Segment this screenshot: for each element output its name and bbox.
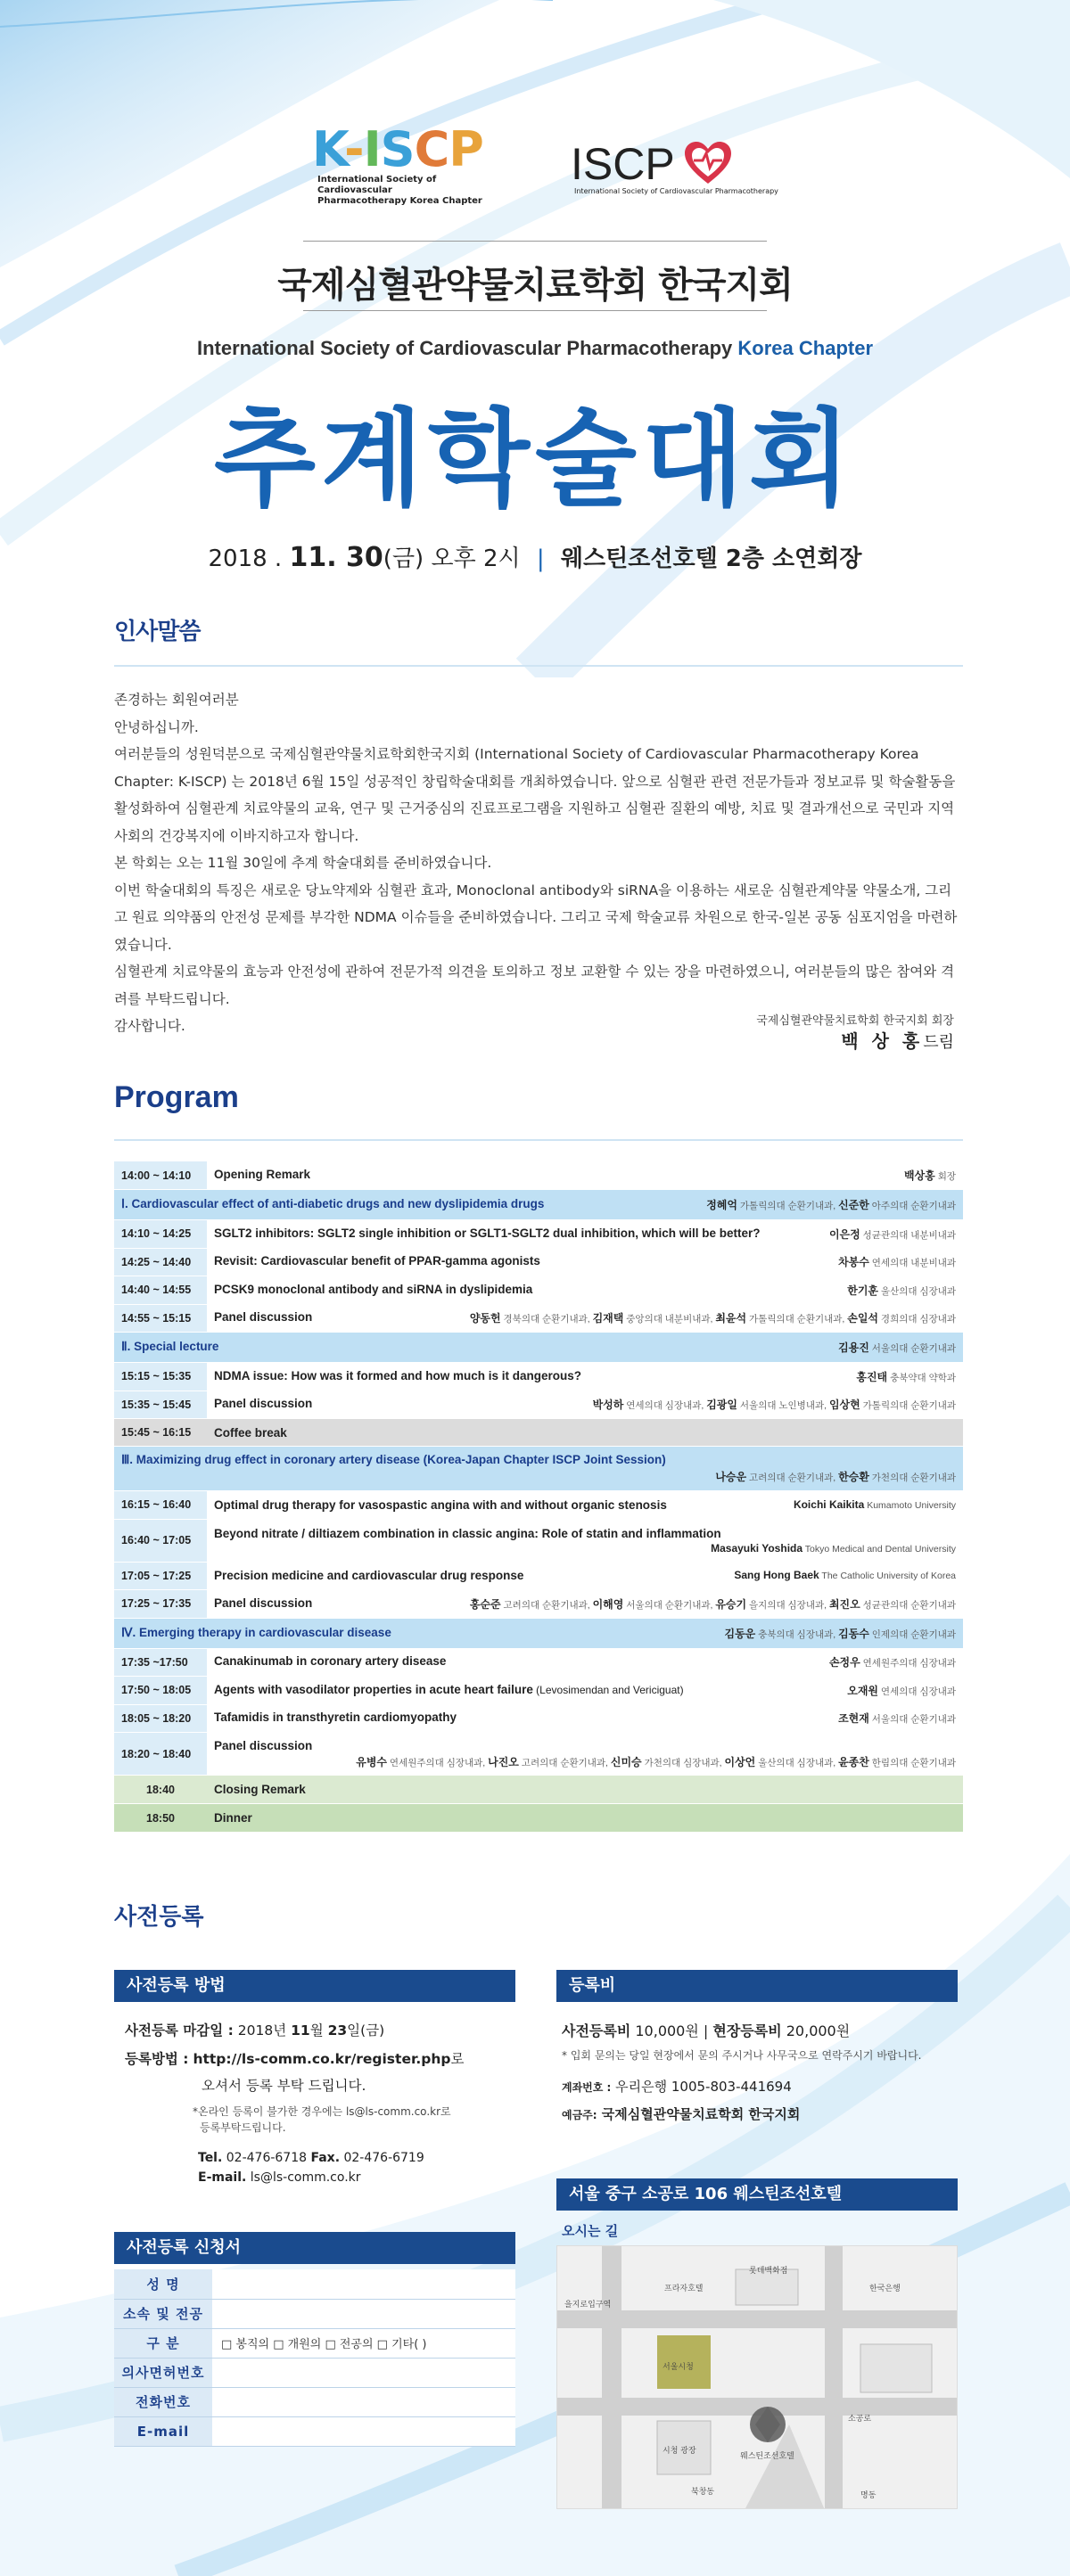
session-title: Ⅳ. Emerging therapy in cardiovascular disease (121, 1625, 391, 1639)
registration-note-2: 등록부탁드립니다. (200, 2121, 286, 2134)
program-time: 14:10 ~ 14:25 (114, 1220, 207, 1249)
session-cell (114, 1618, 963, 1648)
deadline-label: 사전등록 마감일 : (125, 2022, 234, 2039)
map-label: 북창동 (691, 2488, 715, 2497)
greeting-title: 인사말씀 (114, 619, 201, 645)
session-header-row (114, 1447, 963, 1491)
program-item (207, 1161, 963, 1190)
holder-name: 국제심혈관약물치료학회 한국지회 (597, 2106, 801, 2122)
program-item-note: (Levosimendan and Vericiguat) (532, 1683, 684, 1696)
program-row (114, 1248, 963, 1276)
deadline-day: 23 (327, 2022, 348, 2039)
program-speakers (470, 1596, 956, 1612)
deadline-month: 11 (291, 2022, 310, 2039)
map-label: 을지로입구역 (564, 2301, 612, 2309)
map-label: 명동 (860, 2491, 877, 2500)
speaker-name: 조현재 (838, 1712, 869, 1726)
location-box (556, 2178, 958, 2509)
speaker-affiliation: 연세원주의대 심장내과 (860, 1658, 956, 1669)
greeting-paragraph: 안녕하십니까. (114, 718, 199, 735)
program-time: 17:35 ~17:50 (114, 1648, 207, 1677)
heart-icon (683, 141, 733, 187)
greeting-paragraph: 심혈관계 치료약물의 효능과 안전성에 관하여 전문가적 의견을 토의하고 정보 교환할 수 있는 장을 마련하였으니, 여러분들의 많은 참여와 격려를 부탁드립니다. (114, 964, 955, 1007)
speaker-affiliation: 가톨릭의대 순환기내과 (860, 1400, 956, 1412)
session-title: Ⅲ. Maximizing drug effect in coronary artery disease (Korea-Japan Chapter ISCP Joint Session) (121, 1453, 666, 1466)
speaker-affiliation: Kumamoto University (864, 1499, 956, 1511)
contact-info (198, 2148, 505, 2187)
venue: 웨스틴조선호텔 2층 소연회장 (560, 546, 862, 572)
greeting-rule (114, 665, 963, 667)
program-item-title: Panel discussion (214, 1397, 313, 1411)
speaker-name: Sang Hong Baek (734, 1569, 819, 1582)
speaker-name: 홍진태 (856, 1370, 888, 1383)
program-time: 17:50 ~ 18:05 (114, 1677, 207, 1705)
speaker-affiliation: 인제의대 순환기내과 (868, 1628, 956, 1640)
speaker-affiliation: 성균관의대 내분비내과 (860, 1229, 956, 1241)
program-item-title: Tafamidis in transthyretin cardiomyopathy (214, 1710, 457, 1725)
registration-url-link[interactable]: http://ls-comm.co.kr/register.php (193, 2051, 451, 2067)
speaker-affiliation: 아주의대 순환기내과 (868, 1201, 956, 1211)
program-item-title: Dinner (214, 1811, 252, 1825)
program-speakers (856, 1369, 956, 1384)
program-speakers (838, 1710, 956, 1726)
speaker-affiliation: 고려의대 순환기내과, (518, 1757, 611, 1768)
speaker-name: 김동운 (724, 1627, 756, 1640)
method-label: 등록방법 : (125, 2051, 189, 2067)
form-field[interactable] (212, 2269, 515, 2299)
greeting-paragraph: 여러분들의 성원덕분으로 국제심혈관약물치료학회한국지회 (International Society of Cardiovascular Pharmacotherapy Korea Chapter: K-ISCP) 는 2018년 6월 15일 성공적인 창립학술대회를 개최하였습니다. 앞으로 심혈관 관련 전문가들과 정보교류 및 학술활동을 활성화하여 심혈관계 치료약물의 교육, 연구 및 근거중심의 진료프로그램을 지원하고 심혈관 질환의 예방, 치료 및 결과개선으로 국민과 지역사회의 건강복지에 이바지하고자 합니다. (114, 746, 956, 844)
speaker-name: 정혜억 (706, 1199, 737, 1211)
speaker-affiliation: 연세의대 심장내과, (623, 1400, 707, 1412)
speaker-affiliation: 경희의대 심장내과 (878, 1314, 956, 1325)
program-row (114, 1519, 963, 1562)
program-item (207, 1363, 963, 1391)
program-time: 14:00 ~ 14:10 (114, 1161, 207, 1190)
map-label: 롯데백화점 (749, 2267, 788, 2276)
session-chairs (838, 1340, 956, 1355)
program-speakers (214, 1754, 956, 1769)
program-row (114, 1733, 963, 1776)
registration-method (125, 2048, 505, 2095)
map-label: 소공로 (848, 2415, 872, 2424)
onsite-fee-label: 현장등록비 (712, 2022, 782, 2039)
program-item (207, 1419, 963, 1447)
registration-title: 사전등록 (114, 1904, 204, 1931)
session-title: Ⅰ. Cardiovascular effect of anti-diabetic drugs and new dyslipidemia drugs (121, 1197, 545, 1210)
form-label: E-mail (114, 2416, 212, 2446)
fee-note: * 입회 문의는 당일 현장에서 문의 주시거나 사무국으로 연락주시기 바랍니다. (562, 2049, 922, 2062)
program-row (114, 1590, 963, 1619)
program-row (114, 1677, 963, 1705)
program-row (114, 1419, 963, 1447)
form-header: 사전등록 신청서 (114, 2232, 515, 2264)
program-item (207, 1776, 963, 1804)
fee-amounts (562, 2020, 952, 2040)
greeting-paragraph: 감사합니다. (114, 1018, 185, 1034)
speaker-name: 임상현 (828, 1399, 860, 1412)
deadline-day-unit: 일(금) (347, 2022, 385, 2039)
session-cell (114, 1447, 963, 1491)
program-time: 15:45 ~ 16:15 (114, 1419, 207, 1447)
program-item (207, 1804, 963, 1833)
map-label: 프라자호텔 (664, 2285, 704, 2293)
program-rule (114, 1139, 963, 1141)
program-speakers (829, 1226, 956, 1242)
speaker-name: 이해영 (592, 1597, 624, 1611)
program-row (114, 1562, 963, 1590)
fax-label: Fax. (310, 2151, 341, 2165)
program-item (207, 1220, 963, 1249)
registration-note-1: *온라인 등록이 불가한 경우에는 ls@ls-comm.co.kr로 (193, 2105, 451, 2118)
speaker-affiliation: 연세의대 심장내과 (878, 1686, 956, 1697)
speaker-affiliation: 중앙의대 내분비내과, (623, 1314, 716, 1325)
k-iscp-logo (312, 121, 490, 207)
program-item (207, 1562, 963, 1590)
account-number: 우리은행 1005-803-441694 (611, 2079, 792, 2095)
deadline-month-unit: 월 (309, 2022, 328, 2039)
location-map[interactable] (556, 2245, 958, 2509)
form-row (114, 2358, 515, 2387)
program-time: 14:40 ~ 14:55 (114, 1276, 207, 1305)
registration-deadline (125, 2020, 505, 2039)
speaker-affiliation: 서울의대 순환기내과 (868, 1714, 956, 1726)
email-label: E-mail. (198, 2170, 247, 2185)
speaker-affiliation: 경북의대 순환기내과, (500, 1314, 593, 1325)
tel-label: Tel. (198, 2151, 223, 2165)
event-main-title: 추계학술대회 (214, 398, 856, 521)
signature-suffix: 드림 (923, 1033, 954, 1052)
speaker-name: 김동수 (838, 1627, 869, 1640)
date-separator: | (536, 546, 545, 572)
speaker-affiliation: 고려의대 순환기내과, (746, 1473, 839, 1483)
account-label: 계좌번호 : (562, 2081, 612, 2094)
date-rest: (금) 오후 2시 (383, 546, 521, 572)
speaker-name: 유병수 (356, 1755, 388, 1768)
speaker-name: 신준한 (838, 1199, 869, 1211)
registration-form (114, 2232, 515, 2447)
program-speakers (214, 1542, 956, 1555)
signature-organization: 국제심혈관약물치료학회 한국지회 회장 (756, 1014, 954, 1028)
iscp-logo-sub: International Society of Cardiovascular Pharmacotherapy (574, 187, 778, 195)
speaker-affiliation: 서울의대 노인병내과, (737, 1400, 829, 1412)
speaker-affiliation: 충북의대 심장내과, (755, 1628, 839, 1640)
program-item (207, 1491, 963, 1520)
form-field[interactable]: □ 봉직의 □ 개원의 □ 전공의 □ 기타( ) (212, 2328, 515, 2358)
program-item-title: Optimal drug therapy for vasospastic angina with and without organic stenosis (214, 1497, 667, 1512)
form-field[interactable] (212, 2299, 515, 2328)
program-time: 18:05 ~ 18:20 (114, 1704, 207, 1733)
program-row (114, 1804, 963, 1833)
program-item (207, 1704, 963, 1733)
program-row (114, 1220, 963, 1249)
program-title: Program (114, 1080, 239, 1114)
session-chairs (724, 1626, 956, 1641)
program-row (114, 1363, 963, 1391)
program-time: 17:25 ~ 17:35 (114, 1590, 207, 1619)
program-item-title: Beyond nitrate / diltiazem combination in classic angina: Role of statin and inflammation (214, 1526, 721, 1540)
program-item (207, 1590, 963, 1619)
program-item (207, 1248, 963, 1276)
speaker-affiliation: 울산의대 심장내과, (755, 1757, 839, 1768)
program-item (207, 1648, 963, 1677)
greeting-paragraph: 본 학회는 오는 11월 30일에 추계 학술대회를 준비하였습니다. (114, 855, 492, 871)
speaker-name: 박성하 (592, 1399, 624, 1412)
program-item-title: Revisit: Cardiovascular benefit of PPAR-gamma agonists (214, 1254, 540, 1268)
registration-method-header: 사전등록 방법 (114, 1970, 515, 2002)
korean-society-title: 국제심혈관약물치료학회 한국지회 (277, 265, 793, 306)
session-cell (114, 1190, 963, 1220)
english-title-accent: Korea Chapter (737, 337, 873, 359)
program-item (207, 1677, 963, 1705)
speaker-affiliation: The Catholic University of Korea (819, 1571, 956, 1582)
iscp-logo (571, 141, 785, 195)
form-row (114, 2387, 515, 2416)
program-item (207, 1391, 963, 1419)
program-speakers (829, 1654, 956, 1669)
speaker-affiliation: 고려의대 순환기내과, (500, 1599, 593, 1611)
form-label: 소속 및 전공 (114, 2299, 212, 2328)
date-year: 2018 . (208, 546, 290, 572)
program-speakers (847, 1283, 956, 1298)
program-time: 16:40 ~ 17:05 (114, 1519, 207, 1562)
program-row (114, 1776, 963, 1804)
event-date-venue (0, 540, 1070, 573)
program-item-title: Coffee break (214, 1425, 287, 1440)
form-label: 전화번호 (114, 2387, 212, 2416)
prereg-fee: 10,000원 (630, 2022, 699, 2039)
program-time: 18:50 (114, 1804, 207, 1833)
speaker-name: 한승환 (838, 1471, 869, 1483)
bank-account (562, 2077, 952, 2096)
speaker-affiliation: 을지의대 심장내과, (746, 1599, 829, 1611)
session-chairs (121, 1469, 956, 1484)
iscp-logo-text: ISCP (571, 139, 675, 189)
form-label: 성 명 (114, 2269, 212, 2299)
speaker-affiliation: Tokyo Medical and Dental University (802, 1543, 956, 1555)
program-time: 14:55 ~ 15:15 (114, 1304, 207, 1333)
speaker-name: 이은정 (828, 1227, 860, 1241)
speaker-name: 최윤석 (715, 1312, 747, 1325)
location-header: 서울 중구 소공로 106 웨스틴조선호텔 (556, 2178, 958, 2211)
form-table (114, 2269, 515, 2447)
speaker-affiliation: 가천의대 심장내과, (641, 1757, 725, 1768)
program-speakers (734, 1569, 956, 1581)
fee-header: 등록비 (556, 1970, 958, 2002)
program-item (207, 1733, 963, 1776)
method-line2: 오셔서 등록 부탁 드립니다. (202, 2078, 366, 2094)
speaker-affiliation: 서울의대 순환기내과 (868, 1343, 956, 1354)
speaker-name: 홍순준 (469, 1597, 501, 1611)
program-speakers (470, 1310, 956, 1325)
program-item-title: Panel discussion (214, 1596, 313, 1610)
fee-separator: | (698, 2022, 713, 2039)
speaker-affiliation: 가톨릭의대 순환기내과, (737, 1201, 839, 1211)
speaker-name: 백상홍 (904, 1169, 935, 1182)
program-row (114, 1491, 963, 1520)
holder-label: 예금주: (562, 2109, 597, 2121)
fax-number: 02-476-6719 (340, 2151, 424, 2165)
program-row (114, 1704, 963, 1733)
signature-name: 백 상 홍 (841, 1030, 924, 1052)
program-item-title: PCSK9 monoclonal antibody and siRNA in dyslipidemia (214, 1282, 533, 1296)
program-time: 15:35 ~ 15:45 (114, 1391, 207, 1419)
english-title-main: International Society of Cardiovascular Pharmacotherapy (196, 337, 733, 359)
speaker-name: 차봉수 (838, 1256, 869, 1269)
session-header-row (114, 1190, 963, 1220)
program-item-title: Panel discussion (214, 1310, 313, 1325)
onsite-fee: 20,000원 (781, 2022, 851, 2039)
session-header-row (114, 1333, 963, 1363)
speaker-name: 양동헌 (469, 1312, 501, 1325)
form-row (114, 2328, 515, 2358)
speaker-name: 나진오 (488, 1755, 519, 1768)
speaker-name: 유승기 (715, 1597, 747, 1611)
session-header-row (114, 1618, 963, 1648)
speaker-name: 손정우 (828, 1656, 860, 1669)
program-item (207, 1519, 963, 1562)
speaker-name: 최진오 (828, 1597, 860, 1611)
program-speakers (593, 1397, 956, 1412)
registration-method-box (114, 1970, 515, 2187)
greeting-paragraph: 이번 학술대회의 특징은 새로운 당뇨약제와 심혈관 효과, Monoclonal antibody와 siRNA을 이용하는 새로운 심혈관계약물 약물소개, 그리고 원료 의약품의 안전성 문제를 부각한 NDMA 이슈들을 준비하였습니다. 그리고 국제 학술교류 차원으로 한국-일본 공동 심포지엄을 마련하였습니다. (114, 882, 958, 953)
speaker-affiliation: 연세원주의대 심장내과, (387, 1757, 489, 1768)
form-label: 구 분 (114, 2328, 212, 2358)
speaker-affiliation: 성균관의대 순환기내과 (860, 1599, 956, 1611)
program-item-title: Agents with vasodilator properties in acute heart failure (214, 1682, 533, 1696)
form-label: 의사면허번호 (114, 2358, 212, 2387)
title-rule-top (303, 241, 767, 242)
form-field[interactable] (212, 2416, 515, 2446)
registration-fee-box (556, 1970, 958, 2123)
program-row (114, 1391, 963, 1419)
speaker-name: 김재택 (592, 1312, 624, 1325)
session-cell (114, 1333, 963, 1363)
map-label: 한국은행 (869, 2285, 901, 2293)
deadline-year: 2018년 (237, 2022, 292, 2039)
date-day: 11. 30 (289, 542, 383, 573)
speaker-name: 나승운 (715, 1471, 747, 1483)
greeting-paragraph: 존경하는 회원여러분 (114, 692, 239, 708)
form-field[interactable] (212, 2358, 515, 2387)
speaker-name: Koichi Kaikita (793, 1497, 865, 1511)
speaker-name: 신미승 (610, 1755, 642, 1768)
program-item-title: Panel discussion (214, 1738, 313, 1752)
program-row (114, 1276, 963, 1305)
account-holder (562, 2104, 952, 2123)
speaker-affiliation: 연세의대 내분비내과 (868, 1258, 956, 1269)
program-row (114, 1304, 963, 1333)
speaker-name: 이상언 (724, 1755, 756, 1768)
greeting-body (114, 686, 961, 1040)
speaker-name: 김광일 (706, 1399, 737, 1412)
program-time: 15:15 ~ 15:35 (114, 1363, 207, 1391)
form-row (114, 2416, 515, 2446)
session-chairs (706, 1197, 956, 1212)
program-item-title: NDMA issue: How was it formed and how much is it dangerous? (214, 1368, 582, 1382)
k-iscp-logo-sub2: Pharmacotherapy Korea Chapter (317, 196, 482, 206)
speaker-affiliation: 울산의대 심장내과 (878, 1285, 956, 1297)
program-item-title: Canakinumab in coronary artery disease (214, 1654, 447, 1669)
k-iscp-logo-sub1: International Society of Cardiovascular (317, 175, 437, 195)
k-iscp-logo-text: K-ISCP (312, 121, 483, 177)
tel-number: 02-476-6718 (222, 2151, 311, 2165)
program-time: 16:15 ~ 16:40 (114, 1491, 207, 1520)
speaker-affiliation: 가톨릭의대 순환기내과, (746, 1314, 848, 1325)
prereg-fee-label: 사전등록비 (562, 2022, 631, 2039)
form-row (114, 2299, 515, 2328)
form-field[interactable] (212, 2387, 515, 2416)
speaker-affiliation: 가천의대 순환기내과 (868, 1473, 956, 1483)
speaker-affiliation: 한림의대 순환기내과 (868, 1757, 956, 1768)
speaker-name: 한기훈 (847, 1284, 879, 1297)
program-item-title: SGLT2 inhibitors: SGLT2 single inhibition or SGLT1-SGLT2 dual inhibition, which will be better? (214, 1226, 761, 1240)
speaker-affiliation: 충북약대 약학과 (887, 1372, 956, 1383)
program-row (114, 1161, 963, 1190)
speaker-name: 윤종찬 (838, 1755, 869, 1768)
program-item-title: Closing Remark (214, 1783, 306, 1796)
speaker-name: Masayuki Yoshida (711, 1541, 803, 1555)
program-item (207, 1304, 963, 1333)
program-item-title: Precision medicine and cardiovascular drug response (214, 1569, 524, 1583)
map-label: 서울시청 (663, 2363, 694, 2372)
method-suffix: 로 (450, 2051, 465, 2067)
program-time: 18:40 (114, 1776, 207, 1804)
program-item-title: Opening Remark (214, 1168, 311, 1181)
speaker-name: 김용진 (838, 1341, 869, 1354)
form-row (114, 2269, 515, 2299)
speaker-name: 손일석 (847, 1312, 879, 1325)
email-link[interactable]: ls@ls-comm.co.kr (246, 2170, 361, 2185)
program-speakers (847, 1683, 956, 1698)
map-label: 시청 광장 (663, 2447, 696, 2456)
program-time: 18:20 ~ 18:40 (114, 1733, 207, 1776)
title-rule-bottom (303, 310, 767, 311)
signature (615, 1027, 954, 1053)
speaker-affiliation: 회장 (934, 1171, 956, 1182)
program-speakers (794, 1498, 956, 1511)
speaker-name: 오재원 (847, 1684, 879, 1697)
program-time: 17:05 ~ 17:25 (114, 1562, 207, 1590)
program-speakers (838, 1254, 956, 1269)
program-time: 14:25 ~ 14:40 (114, 1248, 207, 1276)
english-society-title (0, 337, 1070, 360)
program-item (207, 1276, 963, 1305)
program-row (114, 1648, 963, 1677)
program-speakers (904, 1168, 956, 1183)
program-table (114, 1161, 963, 1833)
directions-title: 오시는 길 (562, 2223, 619, 2239)
session-title: Ⅱ. Special lecture (121, 1340, 219, 1353)
map-label: 웨스틴조선호텔 (740, 2452, 794, 2461)
speaker-affiliation: 서울의대 순환기내과, (623, 1599, 716, 1611)
